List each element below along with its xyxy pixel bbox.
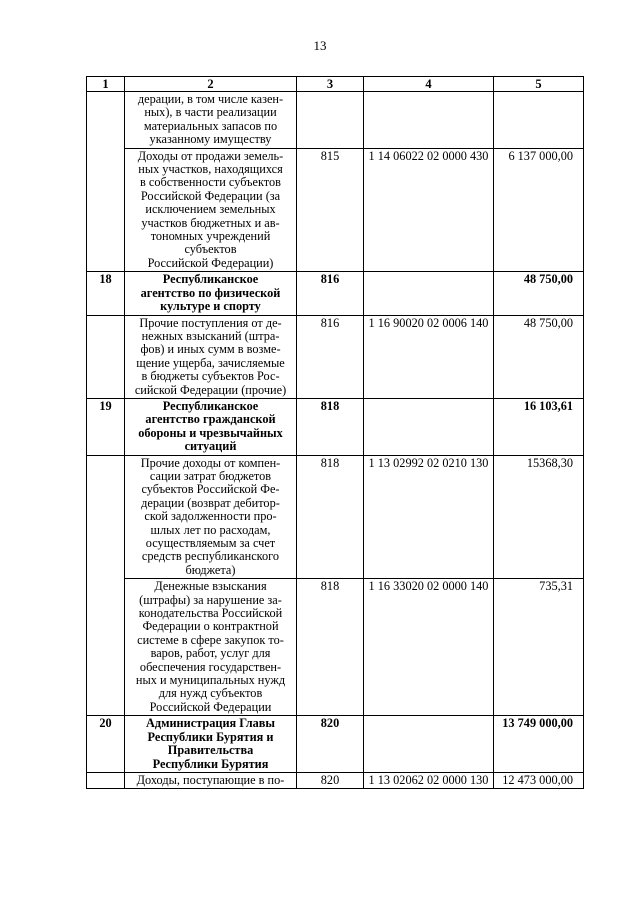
row-budget-classification-code: 1 16 33020 02 0000 140 — [364, 579, 494, 716]
row-name — [125, 716, 297, 773]
table-row — [87, 315, 584, 398]
row-name-line: ской задолженности про- — [144, 509, 277, 524]
row-name — [125, 455, 297, 579]
revenue-table — [86, 76, 584, 789]
row-name-line: Администрация Главы — [146, 716, 275, 731]
row-name-line: агентство гражданской — [145, 412, 276, 427]
row-admin-code: 818 — [297, 579, 364, 716]
row-name-line: субъектов Российской Фе- — [141, 482, 280, 497]
row-name-line: Федерации о контрактной — [142, 619, 279, 634]
row-name-line: в бюджеты субъектов Рос- — [141, 369, 280, 384]
row-name-line: субъектов — [184, 242, 237, 257]
row-name-line: культуре и спорту — [160, 299, 261, 314]
row-name-line: тономных учреждений — [150, 229, 271, 244]
organization-row — [87, 398, 584, 455]
table-row — [87, 455, 584, 579]
row-amount: 12 473 000,00 — [494, 772, 584, 788]
row-amount: 48 750,00 — [494, 272, 584, 315]
table-row — [87, 92, 584, 149]
row-name — [125, 315, 297, 398]
row-budget-classification-code: 1 14 06022 02 0000 430 — [364, 148, 494, 272]
row-admin-code: 820 — [297, 716, 364, 773]
row-budget-classification-code: 1 13 02992 02 0210 130 — [364, 455, 494, 579]
row-name — [125, 272, 297, 315]
page-number: 13 — [313, 38, 327, 53]
row-admin-code: 818 — [297, 398, 364, 455]
row-name-line: обороны и чрезвычайных — [138, 425, 283, 440]
row-budget-classification-code — [364, 398, 494, 455]
row-name-line: для нужд субъектов — [158, 686, 263, 701]
row-name — [125, 398, 297, 455]
row-name-line: ситуаций — [184, 439, 237, 454]
row-admin-code: 816 — [297, 272, 364, 315]
row-number: 20 — [87, 716, 125, 773]
row-name-line: ных участков, находящихся — [138, 162, 283, 177]
row-name-line: бюджета) — [185, 562, 236, 577]
row-name-line: дерации, в том числе казен- — [137, 92, 284, 106]
row-name — [125, 579, 297, 716]
row-name-line: Прочие доходы от компен- — [140, 455, 281, 470]
row-budget-classification-code — [364, 92, 494, 149]
row-amount: 735,31 — [494, 579, 584, 716]
row-name-line: сийской Федерации (прочие) — [134, 382, 287, 397]
row-number: 19 — [87, 398, 125, 455]
row-name-line: средств республиканского — [141, 549, 280, 564]
row-amount: 16 103,61 — [494, 398, 584, 455]
row-name — [125, 148, 297, 272]
row-admin-code: 815 — [297, 148, 364, 272]
row-name-line: Доходы, поступающие в по- — [136, 772, 285, 787]
row-budget-classification-code: 1 16 90020 02 0006 140 — [364, 315, 494, 398]
row-name-line: указанному имуществу — [149, 132, 272, 147]
header-col-2: 2 — [125, 77, 297, 92]
row-name-line: в собственности субъектов — [140, 175, 281, 190]
row-name-line: Республики Бурятия и — [147, 729, 274, 744]
row-name-line: Российской Федерации (за — [140, 188, 281, 203]
row-name-line: ных и муниципальных нужд — [135, 673, 286, 688]
row-name — [125, 92, 297, 149]
table-header-row — [87, 77, 584, 92]
row-amount: 15368,30 — [494, 455, 584, 579]
row-name-line: агентство по физической — [140, 285, 281, 300]
row-name-line: шлых лет по расходам, — [150, 522, 271, 537]
row-budget-classification-code — [364, 716, 494, 773]
organization-row — [87, 272, 584, 315]
row-amount: 13 749 000,00 — [494, 716, 584, 773]
row-number — [87, 148, 125, 272]
row-admin-code: 820 — [297, 772, 364, 788]
row-admin-code: 818 — [297, 455, 364, 579]
table-body — [87, 92, 584, 789]
row-name-line: ных), в части реализации — [144, 105, 277, 120]
row-number — [87, 772, 125, 788]
header-col-5: 5 — [494, 77, 584, 92]
row-name-line: дерации (возврат дебитор- — [141, 495, 280, 510]
table-row — [87, 148, 584, 272]
row-name-line: щение ущерба, зачисляемые — [136, 355, 285, 370]
row-name-line: обеспечения государствен- — [139, 659, 282, 674]
row-name-line: Правительства — [167, 743, 254, 758]
row-name-line: Республики Бурятия — [152, 756, 269, 771]
row-name-line: (штрафы) за нарушение за- — [139, 592, 282, 607]
row-name-line: конодательства Российской — [138, 606, 283, 621]
header-col-4: 4 — [364, 77, 494, 92]
row-budget-classification-code — [364, 272, 494, 315]
row-amount: 6 137 000,00 — [494, 148, 584, 272]
table-row — [87, 772, 584, 788]
row-name-line: материальных запасов по — [143, 118, 278, 133]
row-name-line: Российской Федерации — [149, 699, 272, 714]
row-name-line: нежных взысканий (штра- — [141, 328, 280, 343]
row-name-line: участков бюджетных и ав- — [141, 215, 280, 230]
row-name-line: Прочие поступления от де- — [139, 315, 282, 330]
row-number — [87, 455, 125, 579]
row-number — [87, 92, 125, 149]
row-number — [87, 579, 125, 716]
row-name-line: системе в сфере закупок то- — [137, 632, 284, 647]
row-admin-code: 816 — [297, 315, 364, 398]
row-name-line: фов) и иных сумм в возме- — [140, 342, 281, 357]
row-amount — [494, 92, 584, 149]
header-col-3: 3 — [297, 77, 364, 92]
header-col-1: 1 — [87, 77, 125, 92]
row-name-line: осуществляемым за счет — [145, 536, 276, 550]
row-name-line: исключением земельных — [145, 202, 276, 217]
row-name-line: Российской Федерации) — [147, 255, 274, 270]
row-admin-code — [297, 92, 364, 149]
row-number: 18 — [87, 272, 125, 315]
row-name-line: варов, работ, услуг для — [150, 646, 271, 661]
table-row — [87, 579, 584, 716]
row-name — [125, 772, 297, 788]
row-amount: 48 750,00 — [494, 315, 584, 398]
row-name-line: Денежные взыскания — [154, 579, 267, 594]
row-name-line: Доходы от продажи земель- — [137, 148, 284, 163]
organization-row — [87, 716, 584, 773]
row-number — [87, 315, 125, 398]
row-name-line: сации затрат бюджетов — [149, 468, 272, 483]
row-name-line: Республиканское — [162, 272, 259, 287]
row-name-line: Республиканское — [162, 398, 259, 413]
row-budget-classification-code: 1 13 02062 02 0000 130 — [364, 772, 494, 788]
